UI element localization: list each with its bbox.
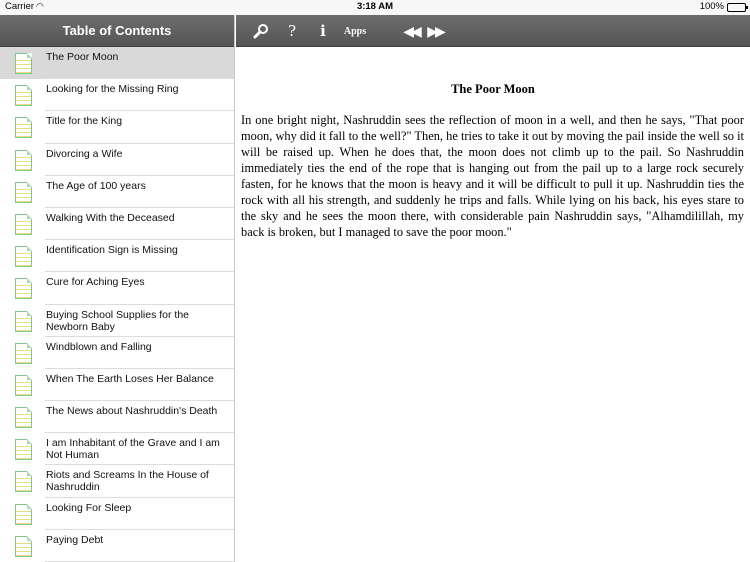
search-icon (253, 23, 269, 39)
apps-button[interactable]: Apps (343, 25, 367, 37)
toc-item-label: Windblown and Falling (46, 340, 152, 353)
toc-item-label: Cure for Aching Eyes (46, 276, 145, 289)
story-body: In one bright night, Nashruddin sees the reflection of moon in a well, and then he says, "That poor moon, why did it fall to the well?" Then, he tries to take it out by moving the pail inside the well so it will be raised up. When he does that, the moon does not climb up to the pail. So Nashruddin immediately ties the end of the rope that is hanging out from the pail up to a large rock securely fasten, for he knows that the moon is heavy and it will be difficult to pull it up. Nashruddin ties the rock with all his strength, and suddenly he trips and falls. While lying on his back, his eyes stare to the sky and he sees the moon there, with considerable pain Nashruddin says, "Alhamdilillah, my back is broken, but I managed to save the poor moon." (241, 113, 744, 239)
document-icon (15, 246, 32, 267)
toc-item[interactable] (0, 530, 234, 562)
previous-chapter-button[interactable]: ◀◀ (403, 22, 419, 39)
story-view (236, 48, 750, 562)
document-icon (15, 343, 32, 364)
document-icon (15, 536, 32, 557)
toc-item[interactable] (0, 433, 234, 465)
toc-item-label: Walking With the Deceased (46, 211, 175, 224)
toc-item-label: I am Inhabitant of the Grave and I am Not Human (46, 437, 220, 462)
battery-icon (727, 3, 746, 12)
table-of-contents-panel (0, 15, 235, 562)
toc-item-label: The Age of 100 years (46, 179, 146, 192)
story-title: The Poor Moon (451, 82, 535, 96)
toc-item[interactable] (0, 47, 234, 79)
carrier-label: Carrier (5, 1, 35, 12)
sidebar-title: Table of Contents (0, 15, 234, 47)
toc-item-label: The News about Nashruddin's Death (46, 405, 218, 418)
toc-item-label: Title for the King (46, 115, 123, 128)
toc-item[interactable] (0, 208, 234, 240)
clock: 3:18 AM (356, 1, 394, 12)
toc-item[interactable] (0, 305, 234, 337)
toc-item-label: The Poor Moon (46, 51, 119, 63)
reader-toolbar (236, 15, 750, 47)
toc-item[interactable] (0, 111, 234, 143)
document-icon (15, 504, 32, 525)
toc-item[interactable] (0, 498, 234, 530)
search-button[interactable] (252, 15, 270, 47)
document-icon (15, 278, 32, 299)
document-icon (15, 53, 32, 74)
toc-item[interactable] (0, 369, 234, 401)
document-icon (15, 407, 32, 428)
document-icon (15, 439, 32, 460)
document-icon (15, 471, 32, 492)
next-chapter-button[interactable]: ▶▶ (427, 22, 443, 39)
toc-item[interactable] (0, 176, 234, 208)
toc-item[interactable] (0, 144, 234, 176)
toc-item-label: Riots and Screams In the House of Nashruddin (46, 469, 209, 494)
status-bar (0, 0, 750, 15)
toc-item[interactable] (0, 272, 234, 304)
wifi-icon: ◠ (36, 1, 44, 11)
battery-percent: 100% (699, 1, 724, 12)
document-icon (15, 214, 32, 235)
toc-item-label: Paying Debt (46, 533, 104, 546)
document-icon (15, 182, 32, 203)
toc-item[interactable] (0, 337, 234, 369)
toc-item[interactable] (0, 401, 234, 433)
toc-item-label: Divorcing a Wife (46, 147, 123, 160)
toc-item-label: When The Earth Loses Her Balance (46, 372, 214, 385)
toc-item[interactable] (0, 79, 234, 111)
toc-item[interactable] (0, 240, 234, 272)
toc-item-label: Looking For Sleep (46, 501, 132, 514)
info-button[interactable]: i (320, 22, 326, 40)
help-button[interactable]: ? (287, 22, 297, 40)
document-icon (15, 375, 32, 396)
document-icon (15, 150, 32, 171)
toc-item-label: Identification Sign is Missing (46, 244, 178, 257)
document-icon (15, 85, 32, 106)
toc-item-label: Looking for the Missing Ring (46, 83, 179, 96)
document-icon (15, 117, 32, 138)
toc-item[interactable] (0, 465, 234, 497)
toc-list (0, 47, 234, 562)
toc-item-label: Buying School Supplies for the Newborn Baby (46, 308, 190, 333)
document-icon (15, 311, 32, 332)
